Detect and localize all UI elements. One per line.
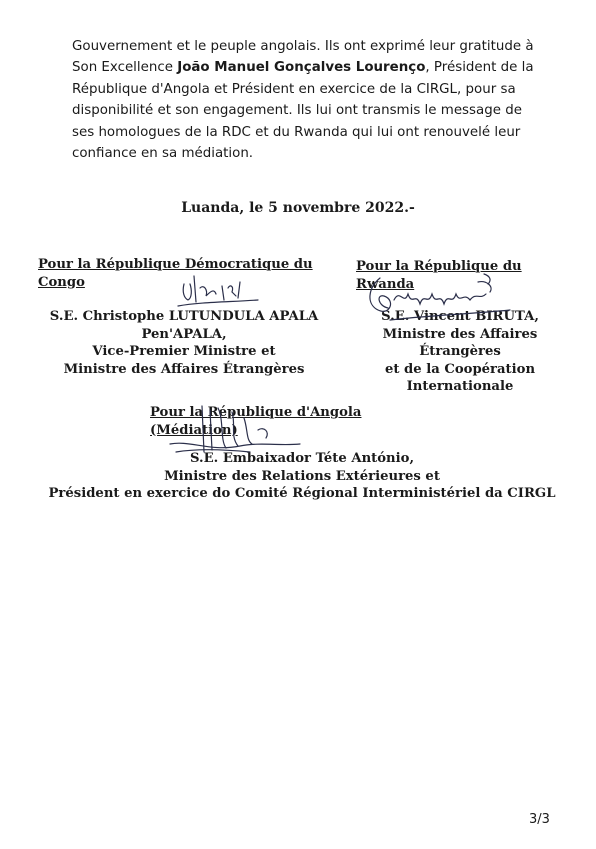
angola-signatory-block [40, 450, 564, 503]
angola-heading: Pour la République d'Angola (Médiation) [150, 405, 362, 438]
rwanda-signatory-title-1: Ministre des Affaires Étrangères [382, 326, 538, 360]
president-name: João Manuel Gonçalves Lourenço [177, 60, 426, 76]
body-line-3: République d'Angola et Président en exercice de la CIRGL, pour sa [72, 81, 516, 97]
rwanda-heading: Pour la République du Rwanda [356, 259, 522, 292]
body-line-5: ses homologues de la RDC et du Rwanda qui lui ont renouvelé leur [72, 124, 521, 140]
angola-signatory-name: S.E. Embaixador Téte António, [189, 451, 415, 466]
drc-signatory-name: S.E. Christophe LUTUNDULA APALA [49, 309, 319, 324]
angola-signatory-title-1: Ministre des Relations Extérieures et [164, 468, 440, 484]
drc-signatory-title-2: Ministre des Affaires Étrangères [63, 361, 305, 377]
rwanda-signatory-block [346, 308, 574, 396]
drc-heading-block [38, 256, 328, 291]
angola-heading-block [150, 404, 450, 439]
page-number: 3/3 [529, 812, 550, 827]
body-line-2-pre: Son Excellence [72, 60, 178, 76]
drc-heading: Pour la République Démocratique du Congo [38, 257, 313, 290]
drc-signatory-block [38, 308, 330, 378]
drc-signatory-alias: Pen'APALA, [141, 326, 227, 342]
rwanda-heading-block [356, 258, 576, 293]
rwanda-signatory-title-2: et de la Coopération [384, 361, 536, 377]
body-line-4: disponibilité et son engagement. Ils lui ont transmis le message de [72, 103, 522, 119]
body-line-2-post: , Président de la [425, 60, 534, 76]
angola-signatory-title-2: Président en exercice do Comité Régional Interministériel da CIRGL [48, 486, 556, 502]
body-line-1: Gouvernement et le peuple angolais. Ils ont exprimé leur gratitude à [72, 39, 534, 54]
body-line-6: confiance en sa médiation. [72, 146, 254, 162]
dateline: Luanda, le 5 novembre 2022.- [181, 200, 415, 216]
rwanda-signatory-title-3: Internationale [406, 379, 514, 395]
rwanda-signatory-name: S.E. Vincent BIRUTA, [381, 309, 539, 324]
drc-signatory-title-1: Vice-Premier Ministre et [92, 344, 276, 360]
body-paragraph [72, 36, 568, 164]
